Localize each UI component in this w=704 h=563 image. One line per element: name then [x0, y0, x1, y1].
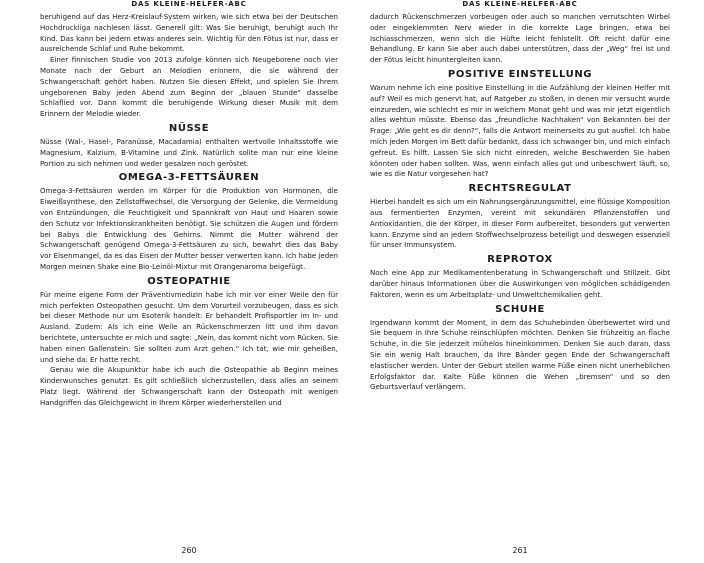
- section-heading-schuhe: SCHUHE: [495, 303, 545, 315]
- section-heading-omega-3: OMEGA-3-FETTSÄUREN: [118, 172, 260, 184]
- body-paragraph: dadurch Rückenschmerzen vorbeugen oder auch so manchen verrutschten Wirbel oder eingeklemmten Nerv wieder in die korrekte Lage bringen, etwa bei Ischiasschmerzen, wenn sich die Hüfte leicht fehlstellt. Oft reicht dafür eine Behandlung. Er kann Sie aber auch dabei unterstützen, dass der „Weg“ frei ist und der Fötus leicht hinuntergleiten kann.: [370, 12, 670, 65]
- body-paragraph: Hierbei handelt es sich um ein Nahrungsergänzungsmittel, eine flüssige Komposition aus fermentierten Enzymen, vereint mit sekundären Pflanzenstoffen und Antioxidantien, die der Körper, in dieser Form aufbereitet, besonders gut verwerten kann. Enzyme sind an jedem Stoffwechselprozess beteiligt und deswegen essenziell für unser Immunsystem.: [370, 197, 670, 250]
- body-paragraph: Genau wie die Akupunktur habe ich auch die Osteopathie ab Beginn meines Kinderwunsches genutzt. Es gilt schließlich sicherzustellen, dass alles an seinem Platz liegt. Während der Schwangerschaft kann der Osteopath mit wenigen Handgriffen das Gleichgewicht in Ihrem Körper wiederherstellen und: [40, 365, 338, 407]
- section-heading-nuesse: NÜSSE: [168, 122, 210, 134]
- body-paragraph: Warum nehme ich eine positive Einstellung in die Aufzählung der kleinen Helfer mit auf? Weil es mich genervt hat, auf Ratgeber zu stoßen, in denen mir versucht wurde einzureden, wie schlecht es mir in welchem Monat geht und was mir jetzt eigentlich alles wehtun müsste. Ebenso das „freundliche Nachhaken“ von Bekannten bei der Frage: „Wie geht es dir denn?“, falls die Antwort meinerseits zu gut ausfiel. Ich habe mich jeden Morgen im Bett dafür bedankt, dass ich schwanger bin, und mich einfach gefreut. Es hilft. Lassen Sie sich nicht einreden, welche Beschwerden Sie haben könnten oder haben sollten. Was, wenn einfach alles gut und unbeschwert läuft, so, wie es die Natur vorgesehen hat?: [370, 82, 670, 179]
- body-paragraph: beruhigend auf das Herz-Kreislauf-System wirken, wie sich etwa bei der Deutschen Hochdruckliga nachlesen lässt. Generell gilt: Was Sie beruhigt, beruhigt auch Ihr Kind. Das kann bei jedem etwas anderes sein. Wichtig für den Fötus ist nur, dass er ausreichende Schlaf und Ruhe bekommt.: [40, 12, 338, 54]
- page-number: 260: [181, 546, 197, 555]
- running-head: DAS KLEINE-HELFER-ABC: [462, 0, 578, 8]
- body-paragraph: Für meine eigene Form der Präventivmedizin habe ich mir vor einer Weile den für mich perfekten Osteopathen gesucht. Um dem Vorurteil vorzubeugen, dass es sich bei dieser Methode nur um Esoterik handelt: Er behandelt Profisportler im In- und Ausland. Zudem: Als ich eine Weile an Rückenschmerzen litt und ihm davon berichtete, untersuchte er mich und sagte: „Nein, das kommt nicht vom Rücken. Sie haben einen Gallenstein. Sie sollten zum Arzt gehen.“ Ich tat, wie mir geheißen, und siehe da: Er hatte recht.: [40, 289, 339, 364]
- section-heading-osteopathie: OSTEOPATHIE: [147, 275, 231, 287]
- section-heading-positive-einstellung: POSITIVE EINSTELLUNG: [447, 68, 593, 80]
- right-page-text: [370, 12, 670, 393]
- page-number: 261: [512, 546, 528, 555]
- body-paragraph: Noch eine App zur Medikamentenberatung in Schwangerschaft und Stillzeit. Gibt darüber hinaus Informationen über die Auswirkungen von möglichen schädigenden Faktoren, wenn es um Arbeitsplatz- und Umweltchemikalien geht.: [370, 268, 670, 299]
- body-paragraph: Omega-3-Fettsäuren werden im Körper für die Produktion von Hormonen, die Eiweißsynthese, den Zellstoffwechsel, die Versorgung der Gelenke, die Vermeidung von Entzündungen, die Feuchtigkeit und Spannkraft von Haut und Haaren sowie den Schutz vor Infektionskrankheiten benötigt. Sie schützen die Augen und fördern bei Babys die Entwicklung des Gehirns. Nimmt die Mutter während der Schwangerschaft genügend Omega-3-Fettsäuren zu sich, bewahrt dies das Baby vor Eisenmangel, da es das Eisen der Mutter besser verwerten kann. Ich habe jeden Morgen meinen Shake eine Bio-Leinöl-Mixtur mit Orangenaroma beigefügt.: [40, 186, 338, 271]
- section-heading-reprotox: REPROTOX: [487, 254, 553, 266]
- body-paragraph: Nüsse (Wal-, Hasel-, Paranüsse, Macadamia) enthalten wertvolle Inhaltsstoffe wie Magnesium, Kalzium, B-Vitamine und Zink. Natürlich sollte man nur eine kleine Portion zu sich nehmen und weder gesalzen noch geröstet.: [40, 136, 338, 168]
- body-paragraph: Irgendwann kommt der Moment, in dem das Schuhebinden überbewertet wird und Sie bequem in Ihre Schuhe reinschlüpfen möchten. Denken Sie frühzeitig an flache Schuhe, in die Sie jederzeit mühelos hineinkommen. Denken Sie auch daran, dass Sie ein wenig Halt brauchen, da Ihre Bänder gegen Ende der Schwangerschaft elastischer werden. Unter der Geburt stellen warme Füße einen nicht unerheblichen Erfolgsfaktor dar. Kalte Füße können die Wehen „bremsen“ und so den Geburtsverlauf verlängern.: [370, 317, 670, 392]
- body-paragraph: Einer finnischen Studie von 2013 zufolge können sich Neugeborene noch vier Monate nach der Geburt an Melodien erinnern, die sie während der Schwangerschaft gehört haben. Nutzen Sie diesen Effekt, und spielen Sie Ihrem ungeborenen Baby jeden Abend zum Beginn der „blauen Stunde“ dasselbe Schlaflied vor. Dann kommt die beruhigende Wirkung dieser Musik mit dem Erinnern der Melodie wieder.: [40, 55, 338, 119]
- right-page: [352, 0, 704, 563]
- running-head: DAS KLEINE-HELFER-ABC: [131, 0, 247, 8]
- left-page-text: [40, 12, 338, 409]
- section-heading-rechtsregulat: RECHTSREGULAT: [468, 183, 572, 195]
